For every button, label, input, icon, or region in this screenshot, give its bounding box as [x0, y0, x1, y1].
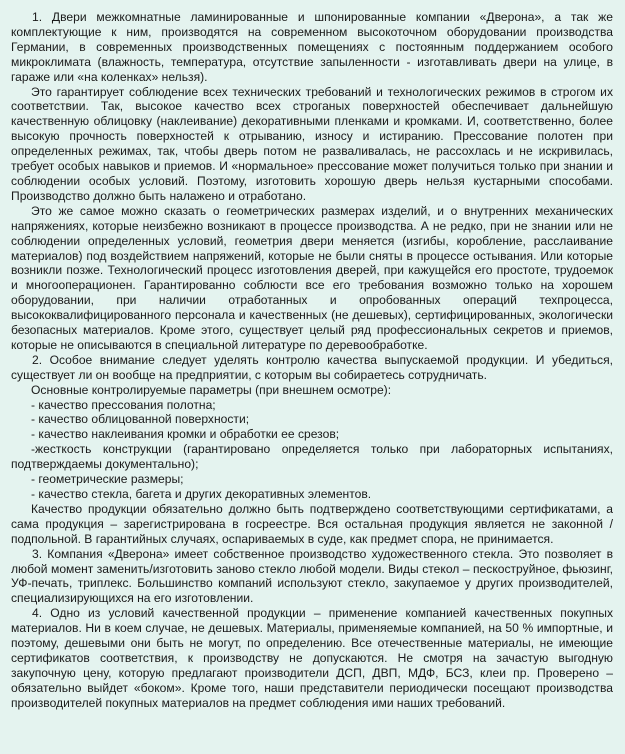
list-item-glass: - качество стекла, багета и других декоративных элементов. [31, 487, 372, 501]
list-item-edge: - качество наклеивания кромки и обработки ее срезов; [31, 427, 340, 442]
paragraph-geometry: Это же самое можно сказать о геометрических размерах изделий, и о внутренних механических напряжениях, которые неизбежно возникают в процессе производства. А не редко, при не знании или не соблюдении определенных условий, геометрия двери меняется (изгибы, коробление, расслаивание материалов) под воздействием напряжений, которые не были сняты в процессе остывания. Или которые возникли позже. Технологический процесс изготовления дверей, при кажущейся его простоте, трудоемок и многооперационен. Гарантированно соблюсти все его требования возможно только на хорошем оборудовании, при наличии отработанных и опробованных операций техпроцесса, высококвалифицированного персонала и качественных (не дешевых), сертифицированных, экологически безопасных материалов. Кроме этого, существует целый ряд профессиональных секретов и приемов, которые не описываются в специальной литературе по деревообработке. [11, 203, 613, 352]
paragraph-1-intro: 1. Двери межкомнатные ламинированные и шпонированные компании «Дверона», а так же комплектующие к ним, производятся на современном высокоточном оборудовании производства Германии, в современных производственных помещениях с постоянным поддержанием особого микроклимата (влажность, температура, отсутствие запыленности - изготавливать двери на улице, в гараже или «на коленках» нельзя). [11, 10, 613, 84]
list-item-surface: - качество облицованной поверхности; [31, 412, 250, 427]
paragraph-certificates: Качество продукции обязательно должно быть подтверждено соответствующими сертификатами, а сама продукция – зарегистрирована в госреестре. Вся остальная продукция является не законной /подпольной. В гарантийных случаях, оспариваемых в суде, как предмет спора, не принимается. [11, 501, 613, 546]
list-item-pressing: - качество прессования полотна; [31, 397, 216, 412]
list-item-rigidity: -жесткость конструкции (гарантировано определяется только при лабораторных испытаниях, подтверждаемы документально); [11, 442, 613, 472]
paragraph-technical-requirements: Это гарантирует соблюдение всех технических требований и технологических режимов в строгом их соответствии. Так, высокое качество всех строганых поверхностей обеспечивает дальнейшую качественную облицовку (наклеивание) декоративными пленками и кромками. И, соответственно, более высокую прочность поверхностей к отрыванию, износу и истиранию. Прессование полотен при определенных режимах, так, чтобы дверь потом не разваливалась, не рассохлась и не искривилась, требует особых навыков и приемов. И «нормальное» прессование может получиться только при знании и соблюдении особых условий. Поэтому, изготовить хорошую дверь нельзя кустарными способами. Производство должно быть налажено и отработано. [11, 84, 613, 203]
paragraph-3-glass-production: 3. Компания «Дверона» имеет собственное производство художественного стекла. Это позволяет в любой момент заменить/изготовить заново стекло любой модели. Виды стекол – пескоструйное, фьюзинг, УФ-печать, триплекс. Большинство компаний используют стекло, закупаемое у других производителей, специализирующихся на его изготовлении. [11, 546, 613, 606]
paragraph-2-quality-control: 2. Особое внимание следует уделять контролю качества выпускаемой продукции. И убедиться, существует ли он вообще на предприятии, с которым вы собираетесь сотрудничать. [11, 352, 613, 382]
paragraph-parameters-heading: Основные контролируемые параметры (при внешнем осмотре): [31, 382, 392, 397]
list-item-geometry: - геометрические размеры; [31, 472, 184, 487]
paragraph-4-materials: 4. Одно из условий качественной продукции – применение компанией качественных покупных материалов. Ни в коем случае, не дешевых. Материалы, применяемые компанией, на 50 % импортные, и поэтому, дешевыми они быть не могут, по определению. Все отечественные материалы, не имеющие сертификатов соответствия, к производству не допускаются. Не смотря на зачастую выгодную закупочную цену, которую предлагают производители ДСП, ДВП, МДФ, БСЗ, клеи пр. Проверено – обязательно выйдет «боком». Кроме того, наши представители периодически посещают производства производителей покупных материалов на предмет соблюдения ими наших требований. [11, 606, 613, 710]
